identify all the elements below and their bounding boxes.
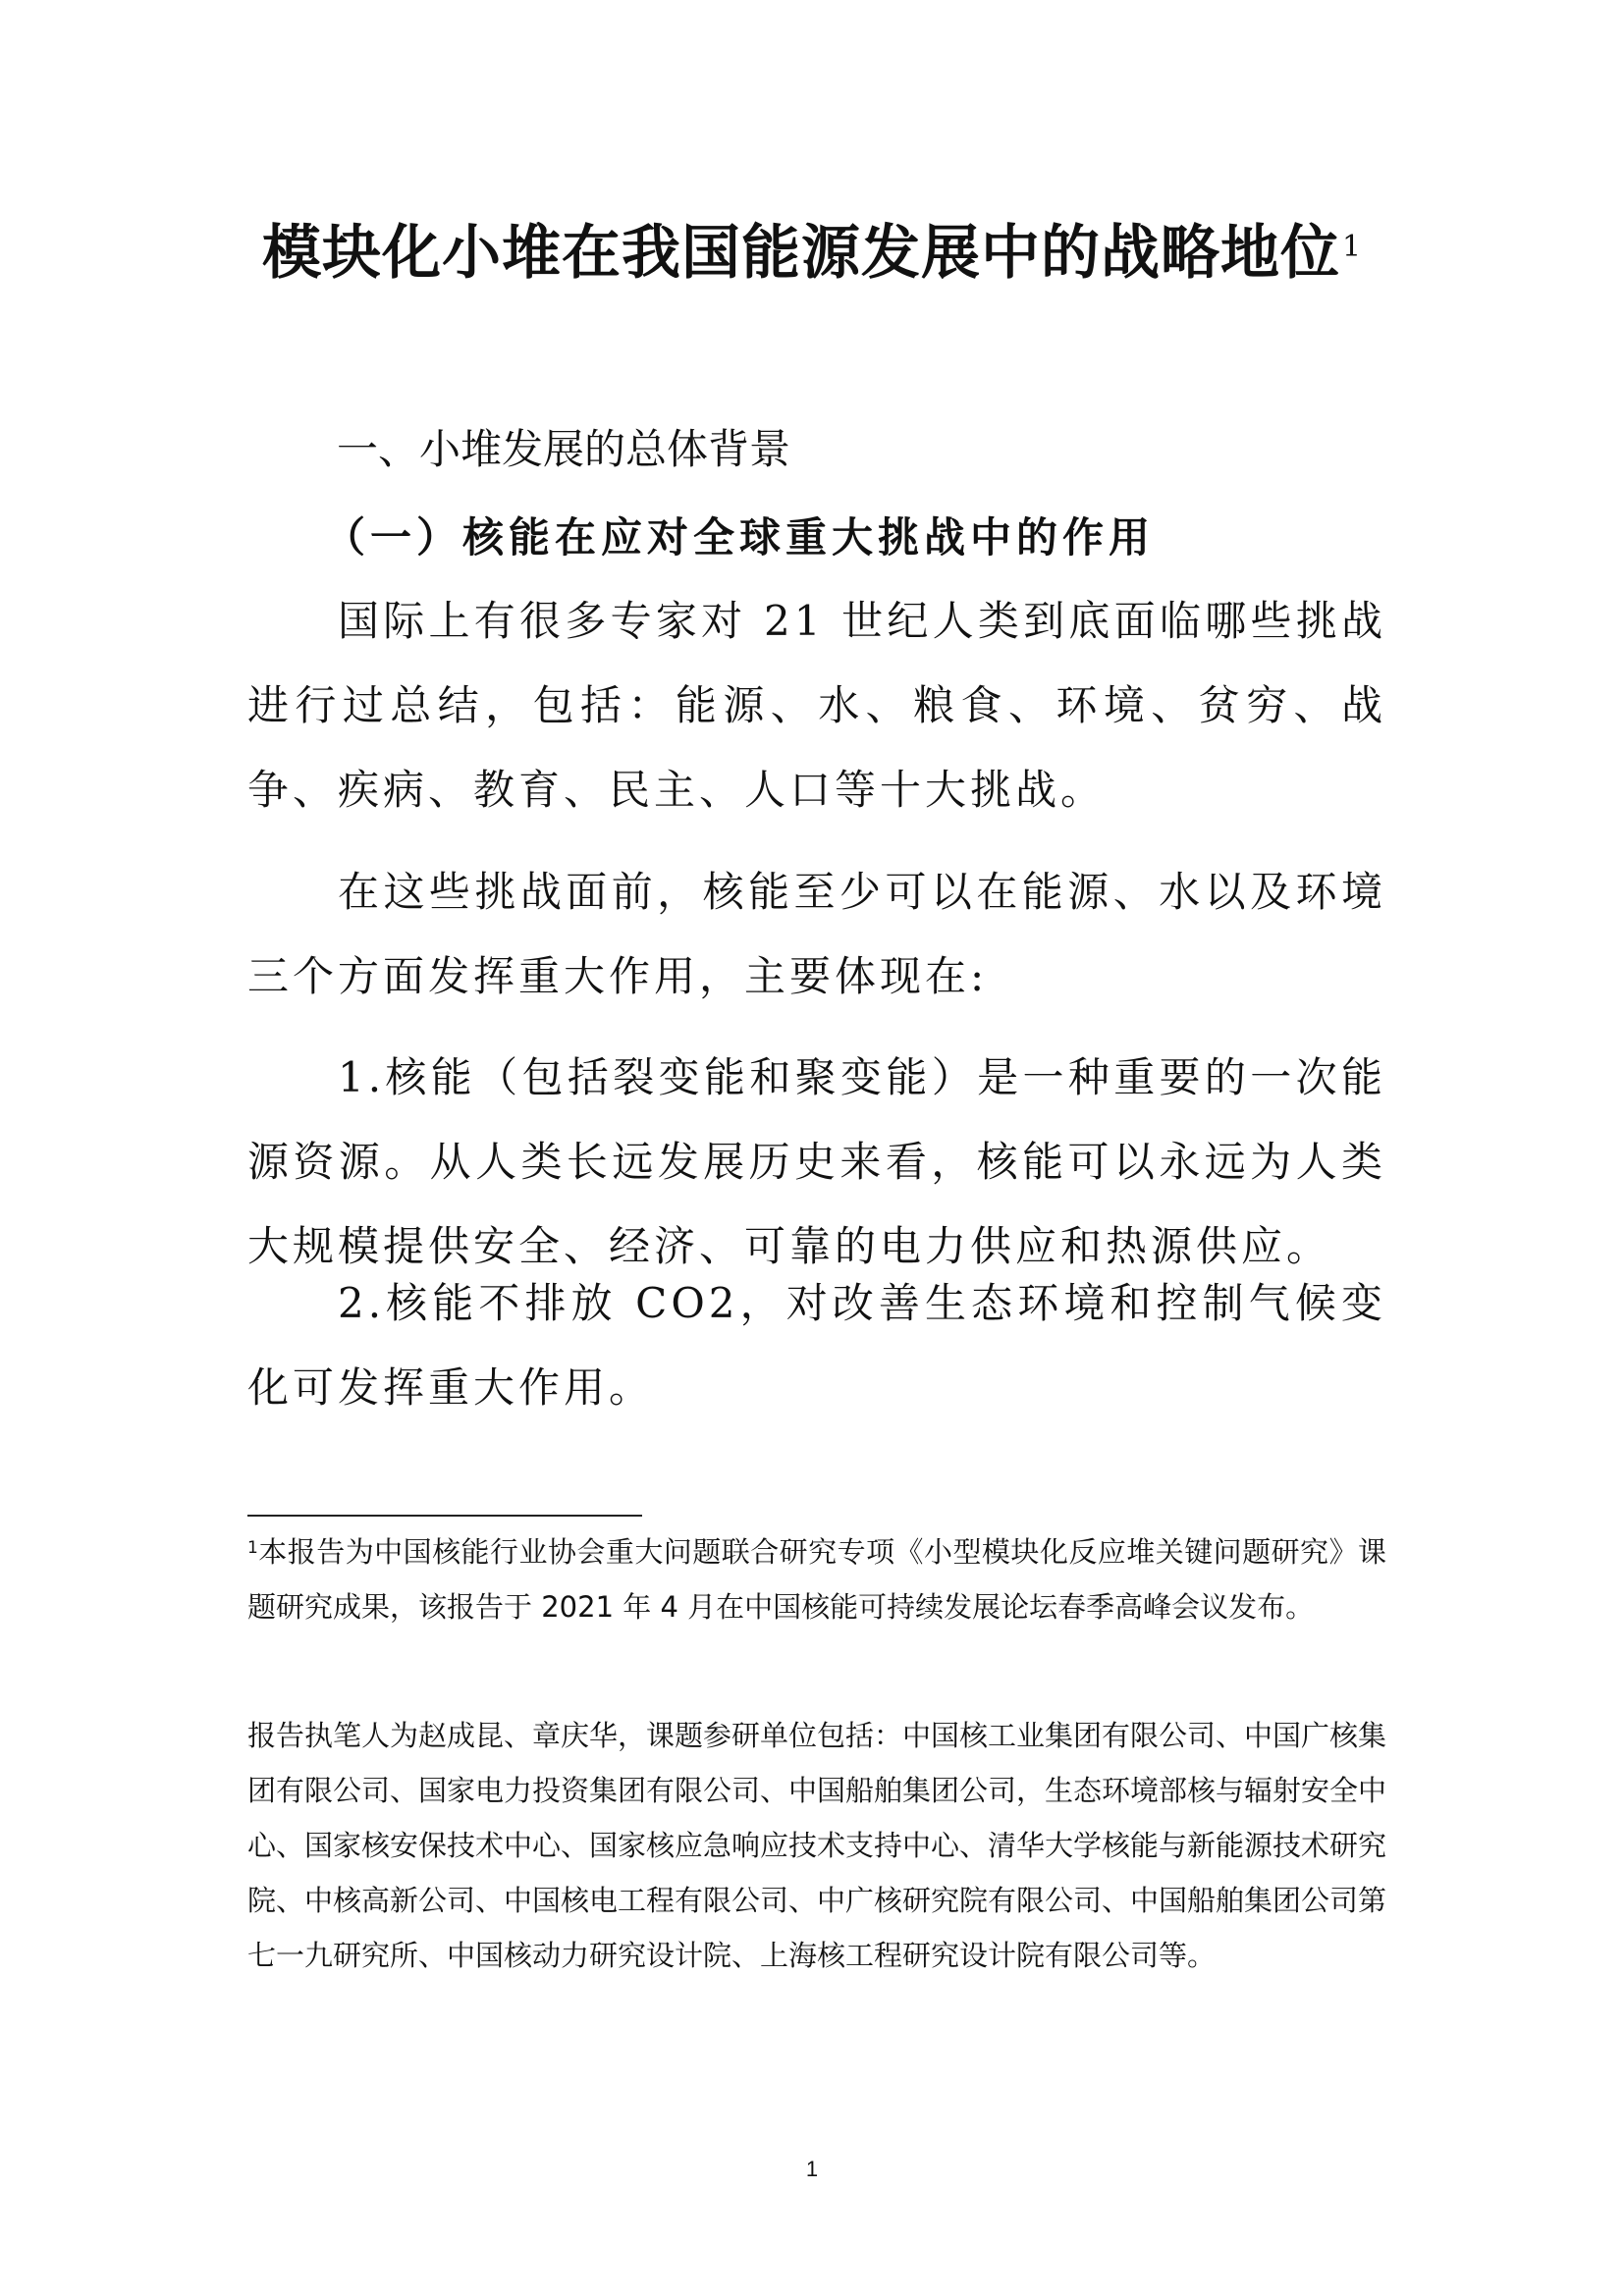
body-paragraph-2: 在这些挑战面前，核能至少可以在能源、水以及环境三个方面发挥重大作用，主要体现在: [247,868,1386,1000]
section-heading: 一、小堆发展的总体背景 [337,425,791,473]
footnote-1 [247,1524,1386,1634]
footnote-2: 报告执笔人为赵成昆、章庆华，课题参研单位包括：中国核工业集团有限公司、中国广核集团有限公司、国家电力投资集团有限公司、中国船舶集团公司，生态环境部核与辐射安全中心、国家核安保技术中心、国家核应急响应技术支持中心、清华大学核能与新能源技术研究院、中核高新公司、中国核电工程有限公司、中广核研究院有限公司、中国船舶集团公司第七一九研究所、中国核动力研究设计院、上海核工程研究设计院有限公司等。 [247,1719,1387,1972]
footnote-separator [247,1515,642,1517]
page-title [0,214,1624,293]
body-paragraph-1: 国际上有很多专家对 21 世纪人类到底面临哪些挑战进行过总结，包括：能源、水、粮食、环境、贫穷、战争、疾病、教育、民主、人口等十大挑战。 [247,597,1386,814]
body-paragraph-3: 1.核能（包括裂变能和聚变能）是一种重要的一次能源资源。从人类长远发展历史来看，核能可以永远为人类大规模提供安全、经济、可靠的电力供应和热源供应。 [247,1053,1386,1270]
page-number: 1 [805,2157,819,2181]
title-text: 模块化小堆在我国能源发展中的战略地位 [261,219,1340,288]
subsection-heading: （一）核能在应对全球重大挑战中的作用 [324,513,1156,561]
footnote-1-text: 本报告为中国核能行业协会重大问题联合研究专项《小型模块化反应堆关键问题研究》课题研究成果，该报告于 2021 年 4 月在中国核能可持续发展论坛春季高峰会议发布。 [247,1535,1386,1624]
footnote-mark: 1 [247,1538,258,1558]
title-footnote-ref: 1 [1341,230,1363,264]
body-paragraph-4: 2.核能不排放 CO2，对改善生态环境和控制气候变化可发挥重大作用。 [247,1279,1386,1412]
